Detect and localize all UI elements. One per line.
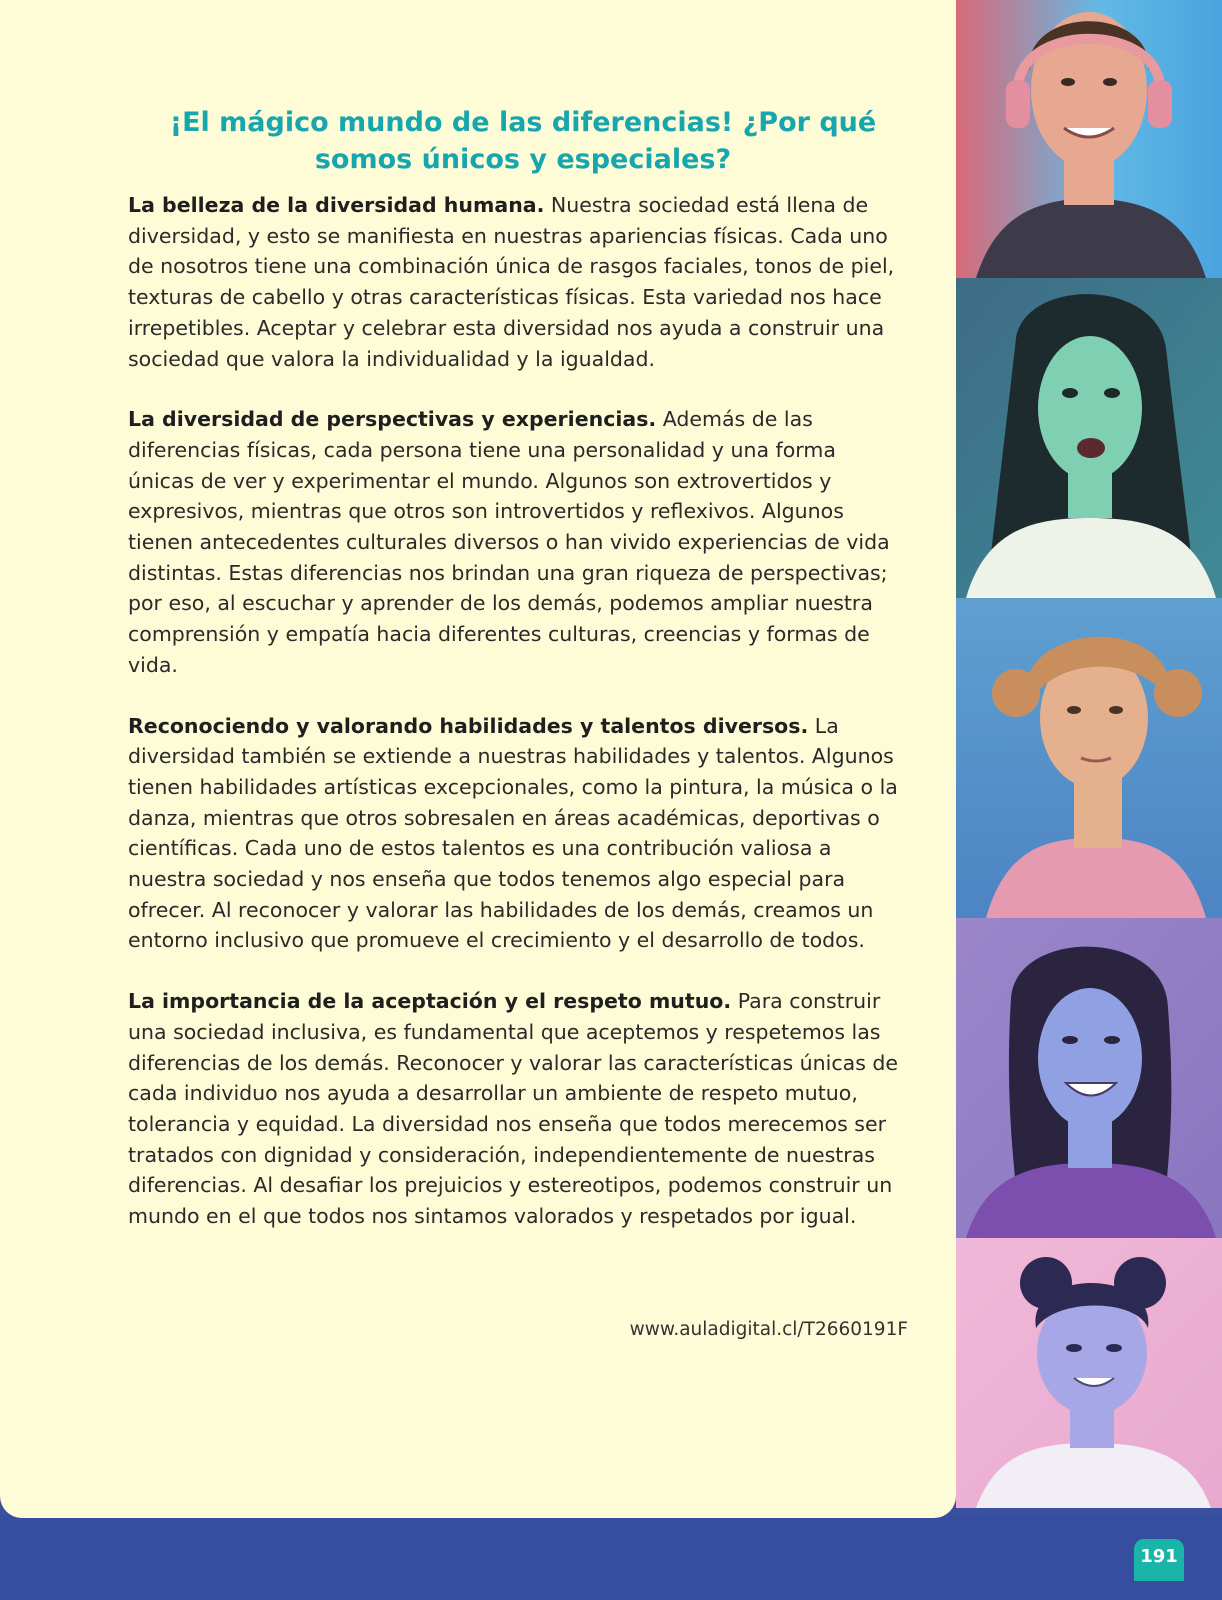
page-number-badge: 191 <box>1134 1539 1184 1581</box>
page-title: ¡El mágico mundo de las diferencias! ¿Por qué somos únicos y especiales? <box>169 107 877 175</box>
article-body <box>128 190 908 1262</box>
portrait-boy-headphones-icon <box>956 0 1222 278</box>
portrait-girl-buns-icon <box>956 1238 1222 1508</box>
photo-strip <box>956 0 1222 1508</box>
photo-boy-headphones <box>956 0 1222 278</box>
paragraph-text: Para construir una sociedad inclusiva, es fundamental que aceptemos y respetemos las diferencias de los demás. Reconocer y valorar las características únicas de cada individuo nos ayuda a desarrollar un ambiente de respeto mutuo, tolerancia y equidad. La diversidad nos enseña que todos merecemos ser tratados con dignidad y consideración, independientemente de nuestras diferencias. Al desafiar los prejuicios y estereotipos, podemos construir un mundo en el que todos nos sintamos valorados y respetados por igual. <box>128 989 899 1229</box>
portrait-girl-smiling-icon <box>956 918 1222 1238</box>
paragraph-heading: Reconociendo y valorando habilidades y talentos diversos. <box>128 713 809 738</box>
paragraph-physical-diversity <box>128 190 908 374</box>
paragraph-heading: La importancia de la aceptación y el respeto mutuo. <box>128 989 732 1014</box>
paragraph-heading: La belleza de la diversidad humana. <box>128 193 545 217</box>
bottom-band <box>0 1515 1222 1600</box>
portrait-girl-surprised-icon <box>956 278 1222 598</box>
paragraph-acceptance <box>128 986 908 1232</box>
paragraph-perspectives <box>128 404 908 680</box>
paragraph-text: Nuestra sociedad está llena de diversidad, y esto se manifiesta en nuestras apariencias físicas. Cada uno de nosotros tiene una combinación única de rasgos faciales, tonos de piel, texturas de cabello y otras características físicas. Esta variedad nos hace irrepetibles. Aceptar y celebrar esta diversidad nos ayuda a construir una sociedad que valora la individualidad y la igualdad. <box>128 193 895 371</box>
portrait-girl-looking-up-icon <box>956 598 1222 918</box>
paragraph-heading: La diversidad de perspectivas y experiencias. <box>128 407 657 432</box>
resource-link[interactable]: www.auladigital.cl/T2660191F <box>629 1319 908 1340</box>
paragraph-talents <box>128 711 908 957</box>
photo-girl-smiling <box>956 918 1222 1238</box>
paragraph-text: La diversidad también se extiende a nuestras habilidades y talentos. Algunos tienen habilidades artísticas excepcionales, como la pintura, la música o la danza, mientras que otros sobresalen en áreas académicas, deportivas o científicas. Cada uno de estos talentos es una contribución valiosa a nuestra sociedad y nos enseña que todos tenemos algo especial para ofrecer. Al reconocer y valorar las habilidades de los demás, creamos un entorno inclusivo que promueve el crecimiento y el desarrollo de todos. <box>128 713 898 953</box>
photo-girl-buns <box>956 1238 1222 1508</box>
paragraph-text: Además de las diferencias físicas, cada persona tiene una personalidad y una forma únicas de ver y experimentar el mundo. Algunos son extrovertidos y expresivos, mientras que otros son introvertidos y reflexivos. Algunos tienen antecedentes culturales diversos o han vivido experiencias de vida distintas. Estas diferencias nos brindan una gran riqueza de perspectivas; por eso, al escuchar y aprender de los demás, podemos ampliar nuestra comprensión y empatía hacia diferentes culturas, creencias y formas de vida. <box>128 407 890 677</box>
photo-girl-surprised <box>956 278 1222 598</box>
photo-girl-looking-up <box>956 598 1222 918</box>
